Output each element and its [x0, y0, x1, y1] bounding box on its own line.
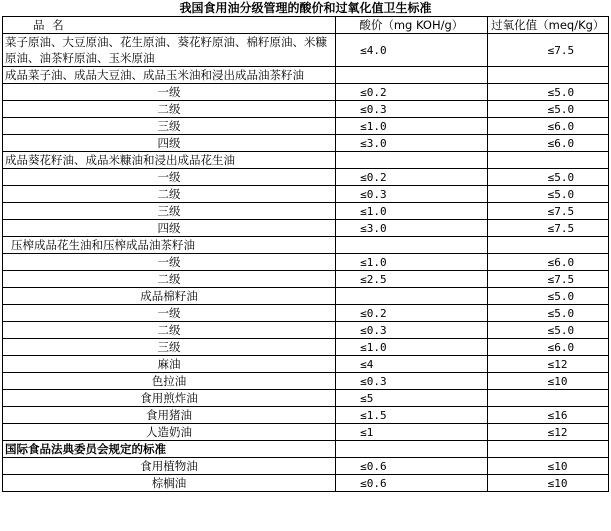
- name-cell[interactable]: 三级: [3, 203, 336, 220]
- name-cell[interactable]: 人造奶油: [3, 424, 336, 441]
- table-row: [3, 441, 609, 458]
- perox-cell[interactable]: ≤10: [487, 458, 608, 475]
- perox-cell[interactable]: ≤10: [487, 373, 608, 390]
- acid-cell[interactable]: ≤4: [336, 356, 488, 373]
- acid-cell[interactable]: ≤0.6: [336, 475, 488, 492]
- name-cell[interactable]: 麻油: [3, 356, 336, 373]
- perox-cell[interactable]: [487, 237, 608, 254]
- table-row: [3, 220, 609, 237]
- perox-cell[interactable]: ≤10: [487, 475, 608, 492]
- table-row: [3, 322, 609, 339]
- perox-cell[interactable]: ≤5.0: [487, 322, 608, 339]
- table-row: [3, 305, 609, 322]
- perox-cell[interactable]: ≤6.0: [487, 118, 608, 135]
- name-cell[interactable]: 一级: [3, 169, 336, 186]
- name-cell[interactable]: 食用煎炸油: [3, 390, 336, 407]
- acid-cell[interactable]: [336, 237, 488, 254]
- table-row: [3, 407, 609, 424]
- name-cell[interactable]: 食用猪油: [3, 407, 336, 424]
- acid-cell[interactable]: ≤0.2: [336, 305, 488, 322]
- header-perox-cell[interactable]: 过氧化值（meq/Kg）: [487, 17, 608, 34]
- acid-cell[interactable]: ≤0.3: [336, 101, 488, 118]
- acid-cell[interactable]: ≤0.2: [336, 84, 488, 101]
- table-row: [3, 458, 609, 475]
- acid-cell[interactable]: ≤0.3: [336, 373, 488, 390]
- acid-cell[interactable]: ≤3.0: [336, 220, 488, 237]
- acid-cell[interactable]: ≤0.6: [336, 458, 488, 475]
- name-cell[interactable]: 压榨成品花生油和压榨成品油茶籽油: [3, 237, 336, 254]
- table-row: [3, 34, 609, 67]
- name-cell[interactable]: 食用植物油: [3, 458, 336, 475]
- perox-cell[interactable]: [487, 441, 608, 458]
- acid-cell[interactable]: ≤1.5: [336, 407, 488, 424]
- perox-cell[interactable]: ≤5.0: [487, 288, 608, 305]
- name-cell[interactable]: 菜子原油、大豆原油、花生原油、葵花籽原油、棉籽原油、米糠原油、油茶籽原油、玉米原油: [3, 34, 336, 67]
- acid-cell[interactable]: ≤3.0: [336, 135, 488, 152]
- name-cell[interactable]: 一级: [3, 84, 336, 101]
- perox-cell[interactable]: ≤5.0: [487, 101, 608, 118]
- acid-cell[interactable]: [336, 152, 488, 169]
- perox-cell[interactable]: ≤5.0: [487, 169, 608, 186]
- name-cell[interactable]: 一级: [3, 254, 336, 271]
- perox-cell[interactable]: ≤7.5: [487, 203, 608, 220]
- acid-cell[interactable]: ≤1.0: [336, 339, 488, 356]
- table-row: [3, 169, 609, 186]
- name-cell[interactable]: 棕榈油: [3, 475, 336, 492]
- name-cell[interactable]: 二级: [3, 186, 336, 203]
- acid-cell[interactable]: ≤0.3: [336, 322, 488, 339]
- name-cell[interactable]: 一级: [3, 305, 336, 322]
- name-cell[interactable]: 成品葵花籽油、成品米糠油和浸出成品花生油: [3, 152, 336, 169]
- table-row: [3, 118, 609, 135]
- acid-cell[interactable]: ≤1.0: [336, 203, 488, 220]
- acid-cell[interactable]: ≤5: [336, 390, 488, 407]
- perox-cell[interactable]: [487, 152, 608, 169]
- acid-cell[interactable]: ≤1.0: [336, 118, 488, 135]
- name-cell[interactable]: 二级: [3, 271, 336, 288]
- perox-cell[interactable]: ≤16: [487, 407, 608, 424]
- name-cell[interactable]: 成品菜子油、成品大豆油、成品玉米油和浸出成品油茶籽油: [3, 67, 336, 84]
- perox-cell[interactable]: ≤5.0: [487, 186, 608, 203]
- name-cell[interactable]: 国际食品法典委员会规定的标准: [3, 441, 336, 458]
- perox-cell[interactable]: [487, 390, 608, 407]
- perox-cell[interactable]: ≤5.0: [487, 305, 608, 322]
- table-row: [3, 203, 609, 220]
- table-row: [3, 186, 609, 203]
- perox-cell[interactable]: ≤12: [487, 424, 608, 441]
- perox-cell[interactable]: [487, 67, 608, 84]
- table-row: [3, 339, 609, 356]
- perox-cell[interactable]: ≤6.0: [487, 254, 608, 271]
- name-cell[interactable]: 四级: [3, 135, 336, 152]
- acid-cell[interactable]: ≤0.2: [336, 169, 488, 186]
- perox-cell[interactable]: ≤7.5: [487, 34, 608, 67]
- acid-cell[interactable]: ≤4.0: [336, 34, 488, 67]
- table-row: [3, 135, 609, 152]
- perox-cell[interactable]: ≤6.0: [487, 339, 608, 356]
- name-cell[interactable]: 成品棉籽油: [3, 288, 336, 305]
- table-row: [3, 424, 609, 441]
- perox-cell[interactable]: ≤5.0: [487, 84, 608, 101]
- standards-table: [2, 16, 609, 492]
- name-cell[interactable]: 色拉油: [3, 373, 336, 390]
- perox-cell[interactable]: ≤7.5: [487, 271, 608, 288]
- table-row: [3, 288, 609, 305]
- acid-cell[interactable]: [336, 441, 488, 458]
- name-cell[interactable]: 二级: [3, 101, 336, 118]
- acid-cell[interactable]: [336, 67, 488, 84]
- header-acid-cell[interactable]: 酸价（mg KOH/g）: [336, 17, 488, 34]
- name-cell[interactable]: 三级: [3, 118, 336, 135]
- header-row: [3, 17, 609, 34]
- table-row: [3, 101, 609, 118]
- table-row: [3, 356, 609, 373]
- name-cell[interactable]: 四级: [3, 220, 336, 237]
- acid-cell[interactable]: ≤2.5: [336, 271, 488, 288]
- table-title: 我国食用油分级管理的酸价和过氧化值卫生标准: [179, 1, 432, 15]
- table-row: [3, 373, 609, 390]
- table-row: [3, 237, 609, 254]
- table-row: [3, 152, 609, 169]
- table-row: [3, 84, 609, 101]
- table-row: [3, 390, 609, 407]
- acid-cell[interactable]: ≤1.0: [336, 254, 488, 271]
- table-row: [3, 271, 609, 288]
- perox-cell[interactable]: ≤12: [487, 356, 608, 373]
- perox-cell[interactable]: ≤6.0: [487, 135, 608, 152]
- name-cell[interactable]: 二级: [3, 322, 336, 339]
- table-row: [3, 475, 609, 492]
- acid-cell[interactable]: ≤1: [336, 424, 488, 441]
- perox-cell[interactable]: ≤7.5: [487, 220, 608, 237]
- acid-cell[interactable]: ≤0.3: [336, 186, 488, 203]
- header-name-cell[interactable]: 品 名: [3, 17, 336, 34]
- acid-cell[interactable]: [336, 288, 488, 305]
- table-row: [3, 67, 609, 84]
- name-cell[interactable]: 三级: [3, 339, 336, 356]
- table-row: [3, 254, 609, 271]
